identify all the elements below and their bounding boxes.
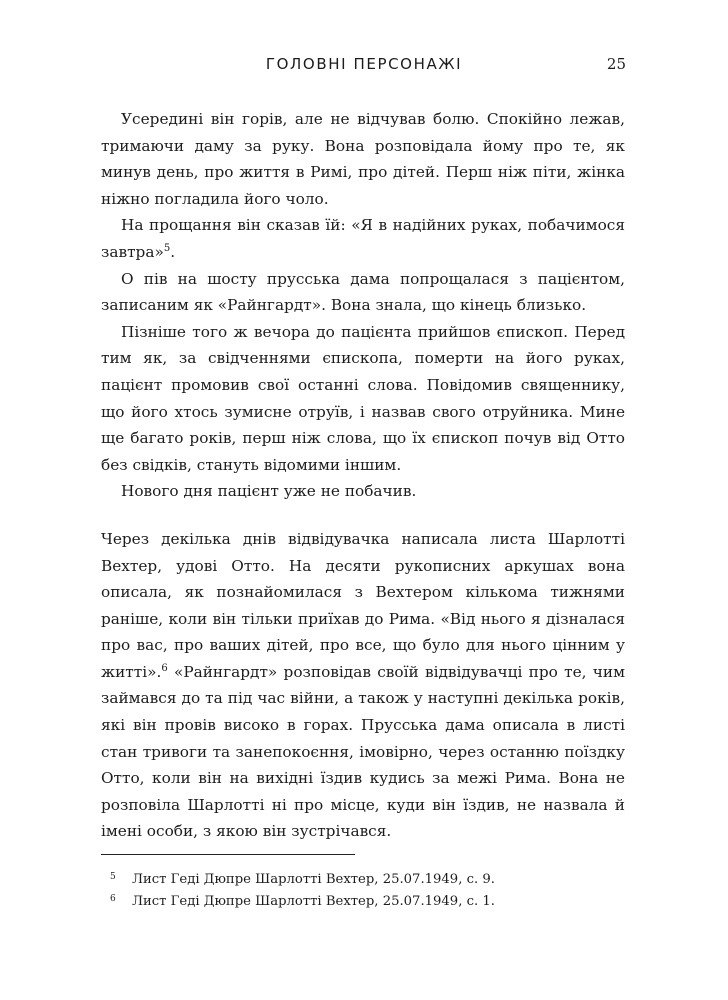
page-number: 25 — [606, 55, 626, 73]
running-title: ГОЛОВНІ ПЕРСОНАЖІ — [265, 55, 463, 73]
footnote-text: Лист Геді Дюпре Шарлотті Вехтер, 25.07.1949, с. 9. — [132, 872, 495, 887]
paragraph-2 — [101, 212, 625, 265]
paragraph-4: Пізніше того ж вечора до пацієнта прийшов єпископ. Перед тим як, за свідченнями єпископа, померти на його руках, пацієнт промовив свої останні слова. Повідомив священнику, що його хтось зумисне отруїв, і назвав свого отруйника. Мине ще багато років, перш ніж слова, що їх єпископ почув від Отто без свідків, стануть відомими іншим. — [101, 322, 625, 474]
footnote-text: Лист Геді Дюпре Шарлотті Вехтер, 25.07.1949, с. 1. — [132, 894, 495, 909]
footnote-marker: 6 — [110, 894, 116, 904]
paragraph-6-text-b: «Райнгардт» розповідав своїй відвідувачці про те, чим займався до та під час війни, а також у наступні декілька років, які він провів високо в горах. Прусська дама описала в листі стан тривоги та занепокоєння, імовірно, через останню поїздку Отто, коли він на вихідні їздив кудись за межі Рима. Вона не розповіла Шарлотті ні про місце, куди він їздив, не назвала й імені особи, з якою він зустрічався. — [101, 662, 625, 841]
footnote-ref-6: 6 — [161, 662, 168, 674]
running-head — [0, 55, 728, 79]
main-text — [101, 106, 625, 845]
paragraph-6-text-a: Через декілька днів відвідувачка написала листа Шарлотті Вехтер, удові Отто. На десяти рукописних аркушах вона описала, як познайомилася з Вехтером кількома тижнями раніше, коли він тільки приїхав до Рима. «Від нього я дізналася про вас, про ваших дітей, про все, що було для нього цінним у житті». — [101, 529, 625, 681]
paragraph-3: О пів на шосту прусська дама попрощалася з пацієнтом, записаним як «Райнгардт». Вона знала, що кінець близько. — [101, 269, 625, 315]
footnote-5 — [101, 869, 625, 891]
paragraph-5: Нового дня пацієнт уже не побачив. — [121, 482, 417, 501]
paragraph-1: Усередині він горів, але не відчував болю. Спокійно лежав, тримаючи даму за руку. Вона розповідала йому про те, як минув день, про життя в Римі, про дітей. Перш ніж піти, жінка ніжно погладила його чоло. — [101, 110, 625, 208]
footnote-ref-5: 5 — [163, 242, 171, 254]
paragraph-2-text: На прощання він сказав їй: «Я в надійних руках, побачимося завтра» — [101, 216, 625, 261]
footnote-marker: 5 — [110, 872, 116, 882]
footnote-divider — [101, 854, 355, 855]
footnote-6 — [101, 891, 625, 913]
footnotes — [101, 869, 625, 913]
paragraph-6 — [101, 526, 625, 845]
section-break — [101, 505, 625, 526]
paragraph-2-tail: . — [170, 242, 176, 261]
